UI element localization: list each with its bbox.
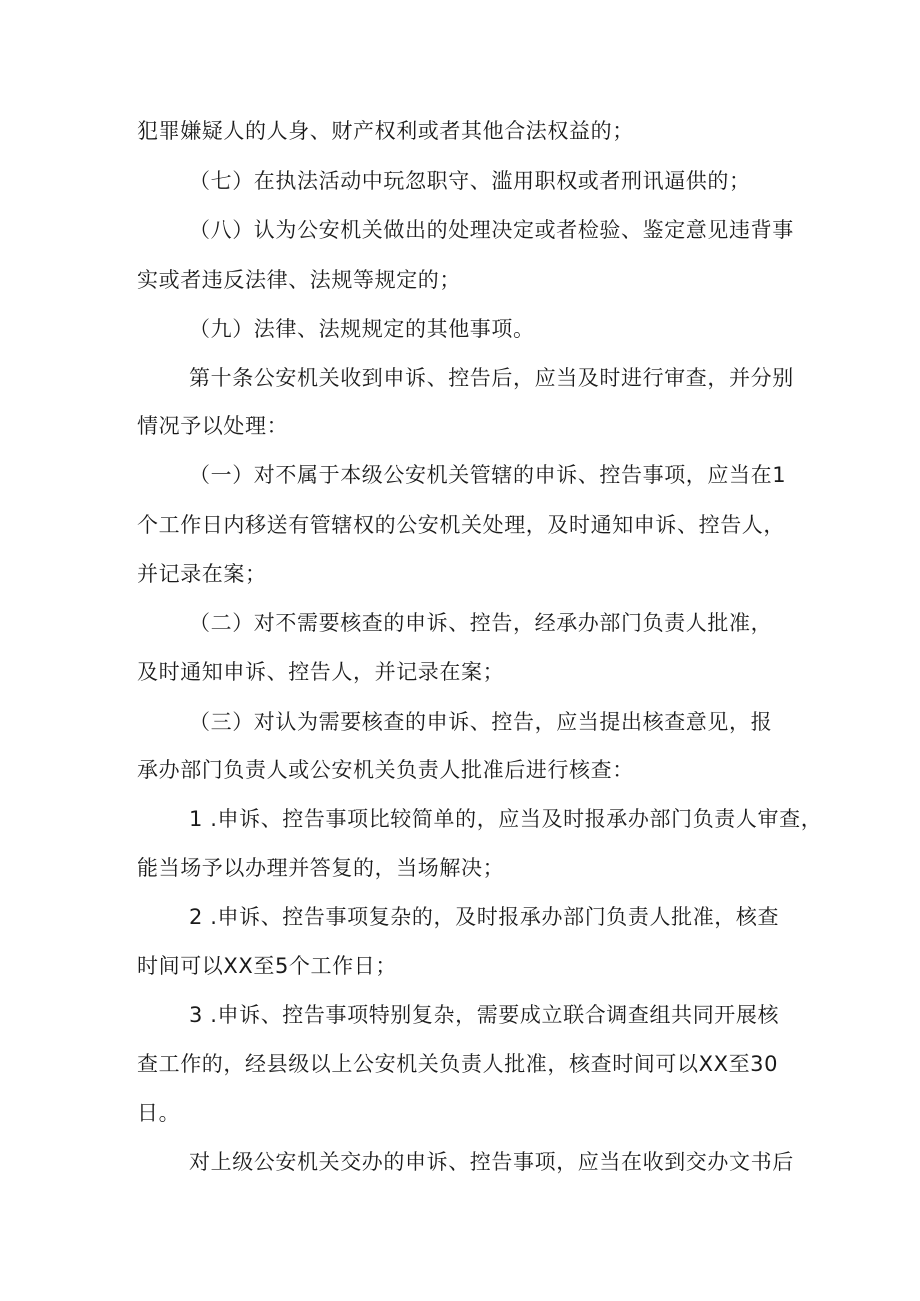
text-line: 时间可以XX至5个工作日； xyxy=(137,954,397,978)
text-line: 第十条公安机关收到申诉、控告后，应当及时进行审查，并分别 xyxy=(189,366,794,390)
text-line: 对上级公安机关交办的申诉、控告事项，应当在收到交办文书后 xyxy=(189,1150,794,1174)
text-line: 日。 xyxy=(137,1101,181,1125)
text-line: 并记录在案； xyxy=(137,562,267,586)
text-line: 1 .申诉、控告事项比较简单的，应当及时报承办部门负责人审查， xyxy=(189,807,823,831)
text-line: 承办部门负责人或公安机关负责人批准后进行核查： xyxy=(137,758,634,782)
text-line: 能当场予以办理并答复的，当场解决； xyxy=(137,856,505,880)
text-line: （九）法律、法规规定的其他事项。 xyxy=(189,317,535,341)
text-line: 犯罪嫌疑人的人身、财产权利或者其他合法权益的； xyxy=(137,119,634,143)
text-line: 情况予以处理： xyxy=(137,414,289,438)
text-line: 查工作的，经县级以上公安机关负责人批准，核查时间可以XX至30 xyxy=(137,1052,779,1076)
text-line: 实或者违反法律、法规等规定的； xyxy=(137,268,461,292)
text-line: （一）对不属于本级公安机关管辖的申诉、控告事项，应当在1 xyxy=(189,463,787,487)
text-line: 3 .申诉、控告事项特别复杂，需要成立联合调查组共同开展核 xyxy=(189,1003,780,1027)
text-line: （二）对不需要核查的申诉、控告，经承办部门负责人批准， xyxy=(189,611,773,635)
text-line: （三）对认为需要核查的申诉、控告，应当提出核查意见，报 xyxy=(189,710,773,734)
text-line: 及时通知申诉、控告人，并记录在案； xyxy=(137,660,505,684)
text-line: （八）认为公安机关做出的处理决定或者检验、鉴定意见违背事 xyxy=(189,218,794,242)
text-line: 个工作日内移送有管辖权的公安机关处理，及时通知申诉、控告人， xyxy=(137,513,785,537)
text-line: （七）在执法活动中玩忽职守、滥用职权或者刑讯逼供的； xyxy=(189,169,751,193)
text-line: 2 .申诉、控告事项复杂的，及时报承办部门负责人批准，核查 xyxy=(189,905,780,929)
